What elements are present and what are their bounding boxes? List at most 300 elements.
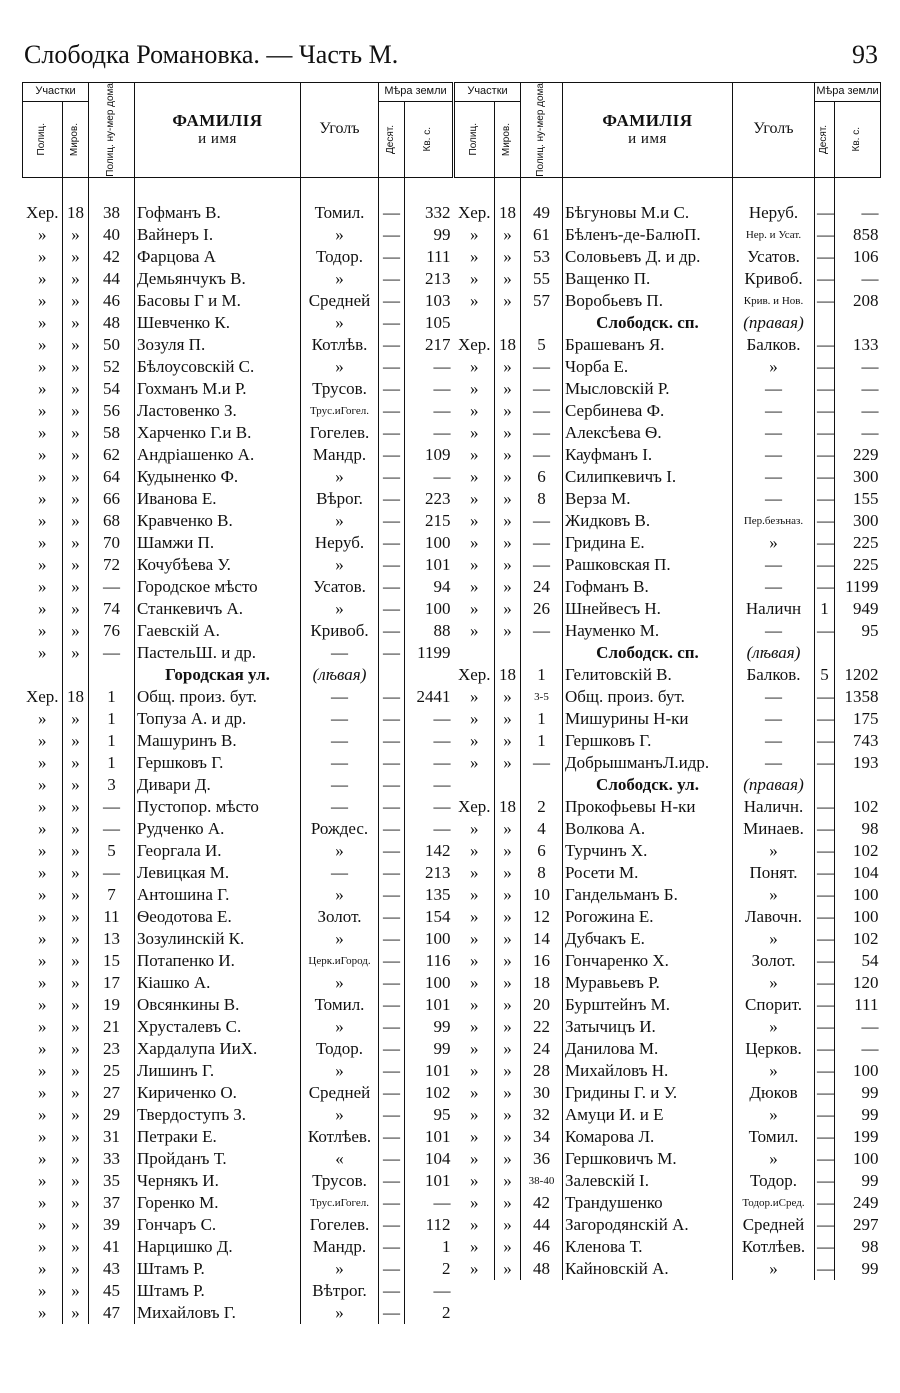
desyatina-cell: —	[815, 576, 835, 598]
house-number-cell: 62	[89, 444, 135, 466]
sq-sazhen-cell: 100	[835, 884, 881, 906]
desyatina-cell: —	[815, 686, 835, 708]
owner-name-cell: Хардалупа ИиХ.	[135, 1038, 301, 1060]
house-number-cell: 2	[521, 796, 563, 818]
owner-name-cell: Гершковичъ М.	[563, 1148, 733, 1170]
desyatina-cell: —	[815, 246, 835, 268]
police-district-cell: »	[38, 620, 47, 640]
desyatina-cell: —	[815, 730, 835, 752]
corner-cell: Средней	[301, 290, 379, 312]
house-number-cell: 54	[89, 378, 135, 400]
desyatina-cell: —	[379, 312, 405, 334]
house-number-cell: —	[521, 532, 563, 554]
sq-sazhen-cell: 1358	[835, 686, 881, 708]
table-row	[23, 554, 453, 576]
sq-sazhen-cell: 249	[835, 1192, 881, 1214]
corner-cell: Тодор.	[301, 246, 379, 268]
desyatina-cell: —	[379, 598, 405, 620]
owner-name-cell: Михайловъ Г.	[135, 1302, 301, 1324]
desyatina-cell: —	[815, 906, 835, 928]
police-district-cell: Хер.	[457, 664, 491, 684]
house-number-cell: 42	[521, 1192, 563, 1214]
blank-cell	[455, 312, 495, 334]
corner-cell: —	[733, 400, 815, 422]
sq-sazhen-cell: 155	[835, 488, 881, 510]
sq-sazhen-cell: 101	[405, 1060, 453, 1082]
sq-sazhen-cell: —	[405, 752, 453, 774]
sq-sazhen-cell: 112	[405, 1214, 453, 1236]
justice-district-cell: »	[495, 532, 521, 554]
sq-sazhen-cell: —	[405, 378, 453, 400]
blank-cell	[23, 664, 63, 686]
table-row	[23, 400, 453, 422]
police-district-cell: »	[38, 708, 47, 728]
police-district-cell: »	[470, 466, 479, 486]
corner-cell: »	[733, 1148, 815, 1170]
corner-cell: —	[733, 686, 815, 708]
desyatina-cell: —	[815, 1060, 835, 1082]
corner-cell: —	[733, 708, 815, 730]
desyatina-cell: —	[815, 202, 835, 224]
sq-sazhen-cell: —	[405, 774, 453, 796]
house-number-cell: 35	[89, 1170, 135, 1192]
corner-cell: Золот.	[301, 906, 379, 928]
sq-sazhen-cell: 1199	[835, 576, 881, 598]
table-row	[23, 1170, 453, 1192]
table-header	[455, 83, 881, 178]
corner-cell: Неруб.	[733, 202, 815, 224]
section-street-name: Городская ул.	[135, 664, 301, 686]
police-district-cell: »	[470, 488, 479, 508]
police-district-cell: »	[38, 950, 47, 970]
corner-cell: »	[301, 510, 379, 532]
justice-district-cell: »	[63, 1192, 89, 1214]
owner-name-cell: Штамъ Р.	[135, 1258, 301, 1280]
table-row	[455, 356, 881, 378]
sq-sazhen-cell: 102	[835, 928, 881, 950]
sq-sazhen-cell: 300	[835, 510, 881, 532]
corner-cell: »	[301, 1016, 379, 1038]
house-number-cell: 31	[89, 1126, 135, 1148]
desyatina-cell: —	[815, 884, 835, 906]
desyatina-cell: —	[379, 510, 405, 532]
house-number-cell: —	[521, 400, 563, 422]
desyatina-cell: —	[379, 862, 405, 884]
police-district-cell: »	[470, 1258, 479, 1278]
justice-district-cell: »	[495, 1082, 521, 1104]
desyatina-cell: —	[379, 620, 405, 642]
desyatina-cell: —	[379, 994, 405, 1016]
corner-cell: Котлѣев.	[733, 1236, 815, 1258]
sq-sazhen-cell: 2441	[405, 686, 453, 708]
corner-cell: Котлѣев.	[301, 1126, 379, 1148]
table-row	[455, 488, 881, 510]
police-district-cell: »	[38, 730, 47, 750]
owner-name-cell: Бѣленъ-де-БалюП.	[563, 224, 733, 246]
desyatina-cell: —	[815, 1236, 835, 1258]
house-number-cell: 4	[521, 818, 563, 840]
desyatina-cell: —	[379, 334, 405, 356]
house-number-cell: 23	[89, 1038, 135, 1060]
police-district-cell: »	[38, 752, 47, 772]
house-number-cell: 14	[521, 928, 563, 950]
justice-district-cell: »	[63, 752, 89, 774]
police-district-cell: »	[38, 510, 47, 530]
owner-name-cell: Гаевскій А.	[135, 620, 301, 642]
corner-cell: »	[301, 884, 379, 906]
table-row	[455, 752, 881, 774]
police-district-cell: »	[38, 466, 47, 486]
owner-name-cell: Кленова Т.	[563, 1236, 733, 1258]
owner-name-cell: Демьянчукъ В.	[135, 268, 301, 290]
house-number-cell: 44	[521, 1214, 563, 1236]
desyatina-cell: —	[379, 884, 405, 906]
police-district-cell: »	[470, 1170, 479, 1190]
owner-name-cell: Чорба Е.	[563, 356, 733, 378]
sq-sazhen-cell: 95	[835, 620, 881, 642]
corner-cell: Пер.безъназ.	[733, 510, 815, 532]
justice-district-cell: »	[495, 268, 521, 290]
sq-sazhen-cell: 101	[405, 994, 453, 1016]
corner-cell: Трус.иГогел.	[301, 400, 379, 422]
blank-cell	[521, 774, 563, 796]
table-row	[455, 730, 881, 752]
sq-sazhen-cell: 100	[835, 1148, 881, 1170]
police-district-cell: »	[470, 1148, 479, 1168]
justice-district-cell: »	[63, 532, 89, 554]
police-district-cell: »	[470, 708, 479, 728]
corner-cell: »	[733, 840, 815, 862]
desyatina-cell: —	[379, 576, 405, 598]
justice-district-cell: »	[63, 400, 89, 422]
house-number-cell: 26	[521, 598, 563, 620]
desyatina-cell: —	[379, 818, 405, 840]
house-number-cell: 12	[521, 906, 563, 928]
desyatina-cell: —	[815, 378, 835, 400]
house-number-cell: 61	[521, 224, 563, 246]
police-district-cell: »	[38, 994, 47, 1014]
police-district-cell: »	[470, 862, 479, 882]
desyatina-cell: —	[379, 268, 405, 290]
house-number-cell: 24	[521, 1038, 563, 1060]
land-header: Мѣра земли	[815, 83, 881, 102]
desyatina-cell: —	[379, 1236, 405, 1258]
house-number-cell: 28	[521, 1060, 563, 1082]
table-row	[455, 950, 881, 972]
police-district-cell: »	[38, 576, 47, 596]
desyatina-cell: —	[379, 708, 405, 730]
sq-sazhen-cell: 743	[835, 730, 881, 752]
owner-name-cell: Волкова А.	[563, 818, 733, 840]
police-district-cell: »	[38, 1280, 47, 1300]
justice-district-cell: »	[495, 444, 521, 466]
corner-cell: Усатов.	[301, 576, 379, 598]
spacer-cell	[835, 177, 881, 202]
house-number-cell: 58	[89, 422, 135, 444]
table-row	[23, 1104, 453, 1126]
owner-name-cell: Гандельманъ Б.	[563, 884, 733, 906]
corner-cell: Средней	[301, 1082, 379, 1104]
sq-sazhen-cell: 142	[405, 840, 453, 862]
corner-cell: Мандр.	[301, 1236, 379, 1258]
owner-name-cell: Хрусталевъ С.	[135, 1016, 301, 1038]
table-row	[455, 972, 881, 994]
house-number-cell: —	[89, 642, 135, 664]
police-district-cell: »	[38, 246, 47, 266]
sq-sazhen-cell: 54	[835, 950, 881, 972]
sq-sazhen-cell: 100	[405, 532, 453, 554]
blank-cell	[495, 642, 521, 664]
justice-district-cell: »	[63, 444, 89, 466]
owner-name-cell: Науменко М.	[563, 620, 733, 642]
house-number-cell: 8	[521, 862, 563, 884]
police-district-cell: »	[38, 400, 47, 420]
table-row	[23, 994, 453, 1016]
section-heading-row	[455, 642, 881, 664]
desyatina-cell: —	[379, 1060, 405, 1082]
house-number-cell: 46	[521, 1236, 563, 1258]
table-row	[23, 1082, 453, 1104]
sq-sazhen-cell: 111	[405, 246, 453, 268]
sq-sazhen-cell: —	[405, 466, 453, 488]
house-no-header: Полиц. ну-мер дома	[521, 83, 563, 178]
sq-sazhen-cell: 858	[835, 224, 881, 246]
desyatina-cell: —	[815, 862, 835, 884]
justice-district-cell: »	[63, 906, 89, 928]
table-row	[455, 862, 881, 884]
spacer-cell	[379, 177, 405, 202]
justice-district-cell: »	[495, 950, 521, 972]
desyatina-cell: —	[379, 730, 405, 752]
corner-cell: Наличн.	[733, 796, 815, 818]
sq-sazhen-cell: —	[835, 1016, 881, 1038]
corner-cell: Балков.	[733, 334, 815, 356]
desyatina-cell: —	[815, 334, 835, 356]
house-number-cell: 47	[89, 1302, 135, 1324]
owner-name-cell: Муравьевъ Р.	[563, 972, 733, 994]
table-row	[455, 1016, 881, 1038]
police-district-cell: »	[38, 1192, 47, 1212]
table-row	[455, 378, 881, 400]
table-row	[455, 466, 881, 488]
district-header: Участки	[455, 83, 521, 102]
left-column	[22, 82, 452, 1324]
corner-header: Уголъ	[733, 83, 815, 178]
sq-sazhen-cell: 99	[835, 1258, 881, 1280]
owner-name-cell: Силипкевичъ І.	[563, 466, 733, 488]
sq-sazhen-cell: —	[405, 708, 453, 730]
owner-name-cell: Горенко М.	[135, 1192, 301, 1214]
table-row	[455, 202, 881, 224]
spacer-cell	[23, 177, 63, 202]
police-district-cell: »	[470, 554, 479, 574]
house-number-cell: 1	[521, 730, 563, 752]
house-number-cell: 52	[89, 356, 135, 378]
justice-district-cell: »	[63, 334, 89, 356]
desyatina-cell: —	[815, 840, 835, 862]
blank-cell	[835, 642, 881, 664]
owner-name-cell: Турчинъ Х.	[563, 840, 733, 862]
owner-name-cell: Мишурины Н-ки	[563, 708, 733, 730]
table-body-right	[455, 177, 881, 1280]
corner-cell: »	[301, 1104, 379, 1126]
justice-district-cell: »	[495, 906, 521, 928]
owner-name-cell: Вайнеръ І.	[135, 224, 301, 246]
sq-sazhen-cell: 102	[835, 840, 881, 862]
sq-sazhen-cell: 1	[405, 1236, 453, 1258]
desyat-header: Десят.	[379, 101, 405, 177]
owner-name-cell: Гончаренко Х.	[563, 950, 733, 972]
police-district-cell: »	[470, 400, 479, 420]
police-district-cell: »	[470, 356, 479, 376]
justice-district-cell: »	[63, 1038, 89, 1060]
sq-sazhen-cell: 99	[405, 1016, 453, 1038]
corner-cell: —	[301, 774, 379, 796]
house-number-cell: 18	[521, 972, 563, 994]
police-district-cell: »	[38, 444, 47, 464]
justice-district-cell: »	[63, 598, 89, 620]
police-district-cell: »	[470, 994, 479, 1014]
police-header: Полиц.	[455, 101, 495, 177]
justice-district-cell: »	[495, 1258, 521, 1280]
sq-sazhen-cell: 2	[405, 1258, 453, 1280]
table-row	[455, 708, 881, 730]
police-district-cell: »	[470, 884, 479, 904]
police-district-cell: »	[470, 532, 479, 552]
spacer-cell	[89, 177, 135, 202]
table-row	[455, 884, 881, 906]
house-number-cell: —	[521, 444, 563, 466]
corner-cell: Церк.иГород.	[301, 950, 379, 972]
kv-header: Кв. с.	[405, 101, 453, 177]
corner-cell: Трусов.	[301, 378, 379, 400]
corner-cell: Балков.	[733, 664, 815, 686]
owner-name-cell: ДобрышманъЛ.идр.	[563, 752, 733, 774]
corner-cell: Дюков	[733, 1082, 815, 1104]
corner-cell: —	[301, 862, 379, 884]
house-number-cell: 40	[89, 224, 135, 246]
sq-sazhen-cell: 116	[405, 950, 453, 972]
sq-sazhen-cell: 213	[405, 268, 453, 290]
blank-cell	[495, 774, 521, 796]
desyatina-cell: —	[815, 510, 835, 532]
justice-district-cell: »	[495, 576, 521, 598]
desyatina-cell: —	[379, 1302, 405, 1324]
corner-cell: Наличн	[733, 598, 815, 620]
corner-cell: —	[301, 708, 379, 730]
corner-cell: Кривоб.	[733, 268, 815, 290]
table-row	[455, 1214, 881, 1236]
desyatina-cell: —	[379, 928, 405, 950]
corner-cell: »	[301, 1258, 379, 1280]
justice-district-cell: »	[495, 818, 521, 840]
police-district-cell: »	[470, 686, 479, 706]
page-number: 93	[852, 40, 878, 69]
desyatina-cell: —	[379, 1214, 405, 1236]
sq-sazhen-cell: 102	[835, 796, 881, 818]
desyatina-cell: —	[815, 818, 835, 840]
corner-cell: Трусов.	[301, 1170, 379, 1192]
sq-sazhen-cell: 229	[835, 444, 881, 466]
justice-district-cell: »	[63, 1060, 89, 1082]
justice-district-cell: »	[495, 400, 521, 422]
table-body-left	[23, 177, 453, 1324]
district-header: Участки	[23, 83, 89, 102]
police-district-cell: »	[38, 840, 47, 860]
justice-district-cell: »	[63, 378, 89, 400]
house-number-cell: 36	[521, 1148, 563, 1170]
table-row	[23, 290, 453, 312]
desyatina-cell: —	[815, 466, 835, 488]
police-district-cell: »	[470, 1214, 479, 1234]
owner-name-cell: Антошина Г.	[135, 884, 301, 906]
sq-sazhen-cell: 225	[835, 532, 881, 554]
justice-district-cell: 18	[63, 686, 89, 708]
owner-name-cell: Зозулинскій К.	[135, 928, 301, 950]
table-row	[455, 444, 881, 466]
justice-district-cell: »	[495, 620, 521, 642]
desyatina-cell: —	[815, 224, 835, 246]
sq-sazhen-cell: 208	[835, 290, 881, 312]
justice-district-cell: »	[63, 356, 89, 378]
house-number-cell: 10	[521, 884, 563, 906]
corner-cell: »	[301, 356, 379, 378]
justice-district-cell: »	[495, 884, 521, 906]
owner-name-cell: Петраки Е.	[135, 1126, 301, 1148]
table-row	[23, 730, 453, 752]
house-number-cell: 16	[521, 950, 563, 972]
corner-cell: »	[301, 972, 379, 994]
owner-name-cell: Гофманъ В.	[563, 576, 733, 598]
owner-name-cell: Трандушенко	[563, 1192, 733, 1214]
owner-name-cell: Гридина Е.	[563, 532, 733, 554]
corner-cell: —	[301, 796, 379, 818]
justice-district-cell: »	[63, 708, 89, 730]
sq-sazhen-cell: —	[405, 356, 453, 378]
justice-district-cell: »	[495, 708, 521, 730]
justice-district-cell: »	[495, 1038, 521, 1060]
police-district-cell: »	[38, 356, 47, 376]
house-number-cell: —	[89, 818, 135, 840]
blank-cell	[835, 774, 881, 796]
justice-district-cell: 18	[495, 796, 521, 818]
house-number-cell: 7	[89, 884, 135, 906]
section-side-label: (правая)	[733, 774, 815, 796]
owner-name-cell: Гофманъ В.	[135, 202, 301, 224]
corner-cell: —	[301, 730, 379, 752]
desyatina-cell: —	[815, 1038, 835, 1060]
desyatina-cell: —	[379, 246, 405, 268]
desyatina-cell: —	[379, 774, 405, 796]
house-number-cell: 50	[89, 334, 135, 356]
desyatina-cell: —	[379, 906, 405, 928]
desyatina-cell: —	[815, 620, 835, 642]
owner-name-cell: Ластовенко З.	[135, 400, 301, 422]
justice-district-cell: »	[63, 1280, 89, 1302]
sq-sazhen-cell: 109	[405, 444, 453, 466]
police-district-cell: »	[470, 1192, 479, 1212]
owner-name-cell: Соловьевъ Д. и др.	[563, 246, 733, 268]
desyatina-cell: —	[815, 532, 835, 554]
justice-district-cell: »	[63, 1016, 89, 1038]
house-number-cell: —	[521, 422, 563, 444]
sq-sazhen-cell: 154	[405, 906, 453, 928]
surname-header: ФАМИЛІЯ и имя	[135, 83, 301, 178]
house-number-cell: —	[89, 576, 135, 598]
house-number-cell: 1	[89, 708, 135, 730]
section-street-name: Слободск. ул.	[563, 774, 733, 796]
desyatina-cell: —	[379, 378, 405, 400]
